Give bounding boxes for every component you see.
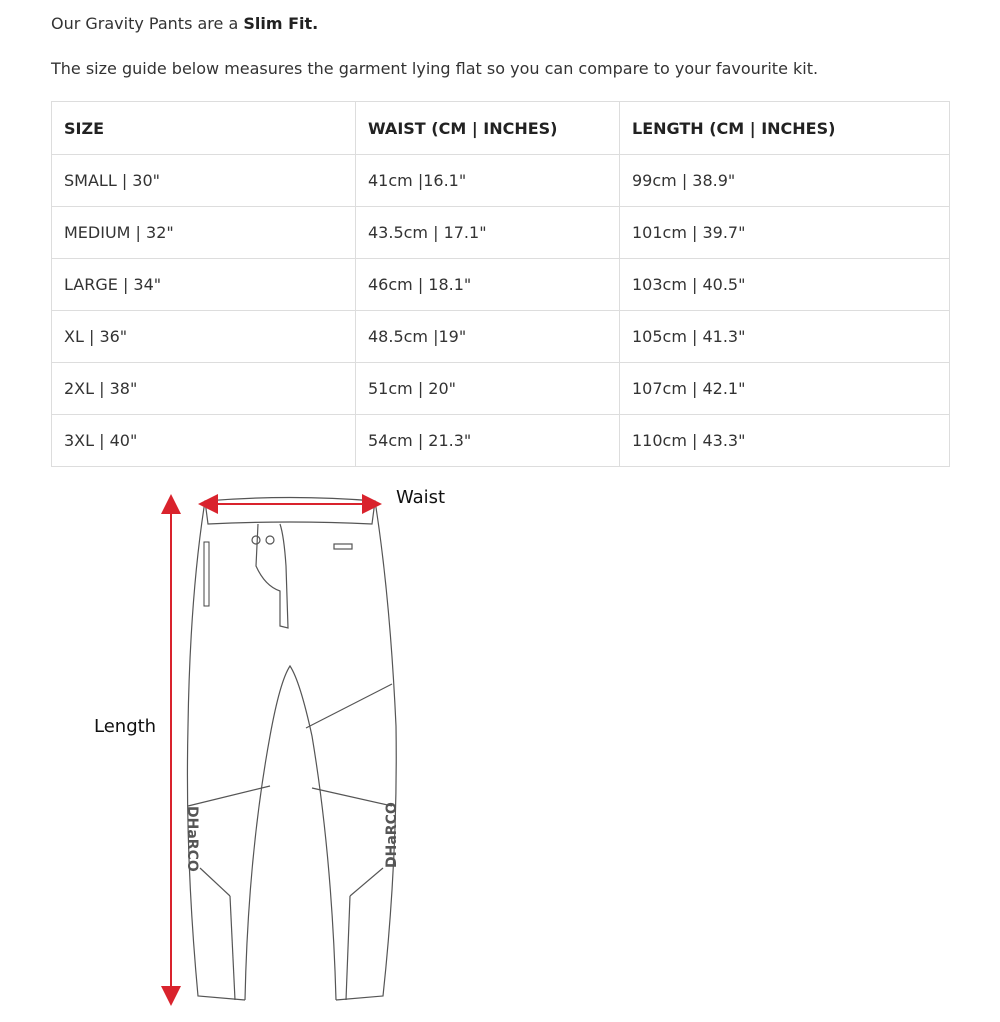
length-cell: 99cm | 38.9" <box>620 155 950 207</box>
size-cell: 2XL | 38" <box>52 363 356 415</box>
fit-emphasis: Slim Fit. <box>243 14 319 33</box>
waist-cell: 41cm |16.1" <box>356 155 620 207</box>
waist-label: Waist <box>396 487 446 508</box>
header-size: SIZE <box>52 102 356 155</box>
waist-cell: 54cm | 21.3" <box>356 415 620 467</box>
pants-illustration <box>80 476 480 1016</box>
length-cell: 105cm | 41.3" <box>620 311 950 363</box>
waistband-logo-strip <box>204 542 209 606</box>
length-cell: 101cm | 39.7" <box>620 207 950 259</box>
intro-lead: Our Gravity Pants are a <box>51 14 244 33</box>
pants-measurement-diagram <box>80 476 480 1016</box>
waist-cell: 43.5cm | 17.1" <box>356 207 620 259</box>
size-cell: 3XL | 40" <box>52 415 356 467</box>
length-label: Length <box>94 716 157 737</box>
table-row <box>52 363 950 415</box>
waist-cell: 51cm | 20" <box>356 363 620 415</box>
waist-cell: 46cm | 18.1" <box>356 259 620 311</box>
table-row <box>52 311 950 363</box>
length-cell: 103cm | 40.5" <box>620 259 950 311</box>
size-cell: MEDIUM | 32" <box>52 207 356 259</box>
size-cell: LARGE | 34" <box>52 259 356 311</box>
header-waist: WAIST (CM | INCHES) <box>356 102 620 155</box>
size-cell: XL | 36" <box>52 311 356 363</box>
table-row <box>52 415 950 467</box>
table-header-row <box>52 102 950 155</box>
right-knee-logo: DHaRCO <box>384 802 400 868</box>
size-table <box>51 101 950 467</box>
table-row <box>52 207 950 259</box>
pants-outline <box>187 498 396 1001</box>
table-row <box>52 259 950 311</box>
waist-cell: 48.5cm |19" <box>356 311 620 363</box>
left-knee-logo: DHaRCO <box>184 806 200 872</box>
length-cell: 107cm | 42.1" <box>620 363 950 415</box>
size-guide-description: The size guide below measures the garment lying flat so you can compare to your favourite kit. <box>51 59 819 78</box>
size-cell: SMALL | 30" <box>52 155 356 207</box>
table-row <box>52 155 950 207</box>
header-length: LENGTH (CM | INCHES) <box>620 102 950 155</box>
length-cell: 110cm | 43.3" <box>620 415 950 467</box>
intro-text <box>51 13 318 35</box>
